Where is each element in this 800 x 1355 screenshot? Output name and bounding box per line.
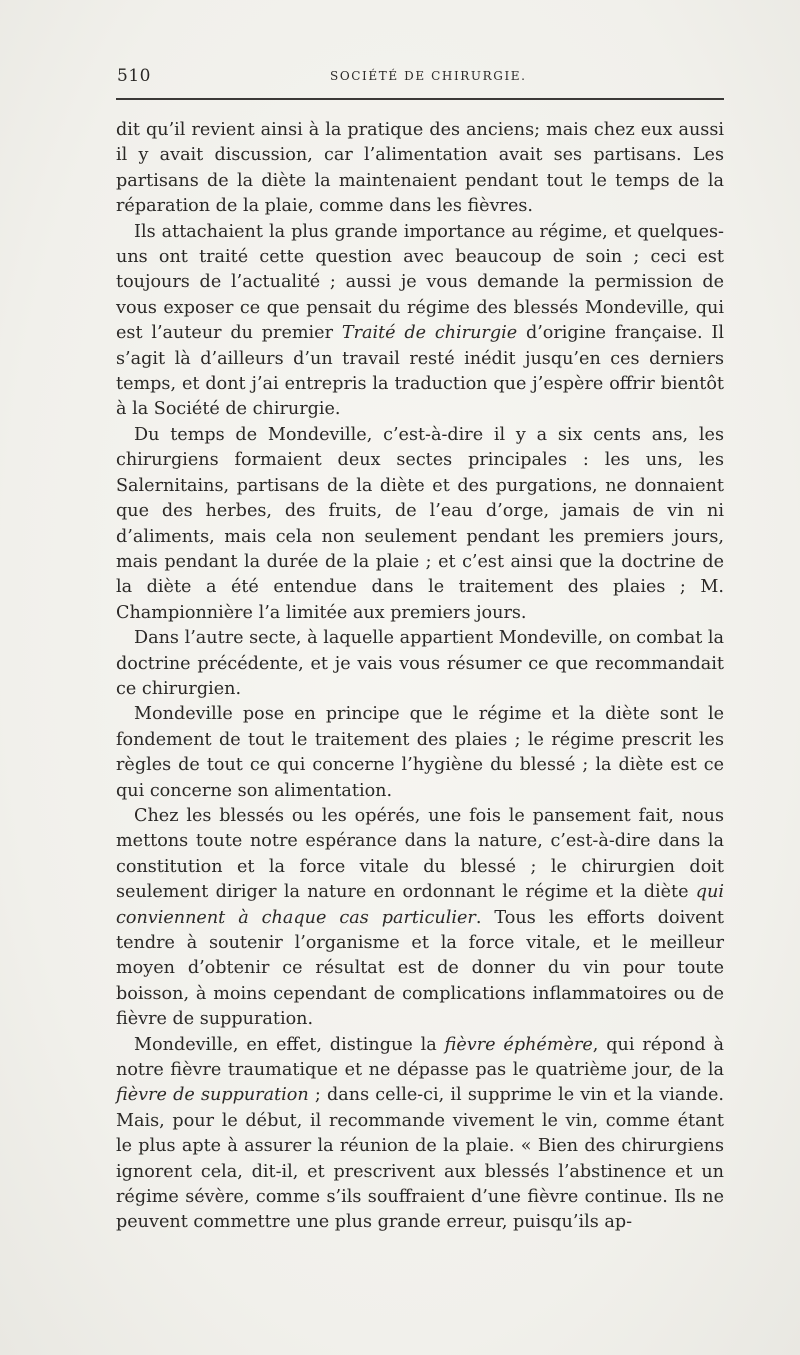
text-run: Ils attachaient la plus grande importance au régime, et quelques-uns ont traité cette question avec beaucoup de soin ; ceci est toujours de l’actualité ; aussi je vous demande la permission de vous exposer ce que pensait du régime des blessés Mondeville, qui est l’auteur du premier [116,221,724,344]
paragraph [116,423,724,626]
paragraph [116,702,724,804]
body-text [116,118,724,1236]
text-run: Du temps de Mondeville, c’est-à-dire il y a six cents ans, les chirurgiens formaient deux sectes principales : les uns, les Salernitains, partisans de la diète et des purgations, ne donnaient que des herbes, des fruits, de l’eau d’orge, jamais de vin ni d’aliments, mais cela non seulement pendant les premiers jours, mais pendant la durée de la plaie ; et c’est ainsi que la doctrine de la diète a été entendue dans le traitement des plaies ; M. Championnière l’a limitée aux premiers jours. [116,424,724,623]
text-run: Mondeville pose en principe que le régime et la diète sont le fondement de tout le traitement des plaies ; le régime prescrit les règles de tout ce qui concerne l’hygiène du blessé ; la diète est ce qui concerne son alimentation. [116,704,724,801]
italic-term: fièvre de suppuration [116,1085,309,1106]
italic-title: Traité de chirurgie [341,323,518,344]
page-number: 510 [117,66,151,86]
text-run: Chez les blessés ou les opérés, une fois le pansement fait, nous mettons toute notre espérance dans la nature, c’est-à-dire dans la constitution et la force vitale du blessé ; le chirurgien doit seulement diriger la nature en ordonnant le régime et la diète [116,805,724,903]
text-run: d’origine française. Il s’agit là d’ailleurs d’un travail resté inédit jusqu’en ces derniers temps, et dont j’ai entrepris la traduction que j’espère offrir bientôt à la Société de chirurgie. [116,323,725,420]
text-run: ; dans celle-ci, il supprime le vin et la viande. Mais, pour le début, il recommande vivement le vin, comme étant le plus apte à assurer la réunion de la plaie. « Bien des chirurgiens ignorent cela, dit-il, et prescrivent aux blessés l’abstinence et un régime sévère, comme s’ils souffraient d’une fièvre continue. Ils ne peuvent commettre une plus grande erreur, puisqu’ils ap- [116,1085,725,1233]
paragraph [116,220,724,423]
paragraph [116,626,724,702]
text-run: Dans l’autre secte, à laquelle appartient Mondeville, on combat la doctrine précédente, et je vais vous résumer ce que recommandait ce chirurgien. [116,628,724,699]
paragraph [116,1033,724,1236]
text-run: . Tous les efforts doivent tendre à soutenir l’organisme et la force vitale, et le meilleur moyen d’obtenir ce résultat est de donner du vin pour toute boisson, à moins cependant de complications inflammatoires ou de fièvre de suppuration. [116,907,724,1030]
italic-term: fièvre éphémère [444,1034,593,1055]
running-title: SOCIÉTÉ DE CHIRURGIE. [330,69,527,83]
paragraph [116,804,724,1033]
paragraph [116,118,724,220]
italic-phrase: qui conviennent à chaque cas particulier [116,882,724,928]
text-run: Mondeville, en effet, distingue la [134,1034,445,1055]
text-run: dit qu’il revient ainsi à la pratique des anciens; mais chez eux aussi il y avait discussion, car l’alimentation avait ses partisans. Les partisans de la diète la maintenaient pendant tout le temps de la réparation de la plaie, comme dans les fièvres. [116,120,724,217]
page-header [117,66,723,88]
text-run: , qui répond à notre fièvre traumatique et ne dépasse pas le quatrième jour, de la [116,1034,724,1081]
header-rule [116,98,724,100]
